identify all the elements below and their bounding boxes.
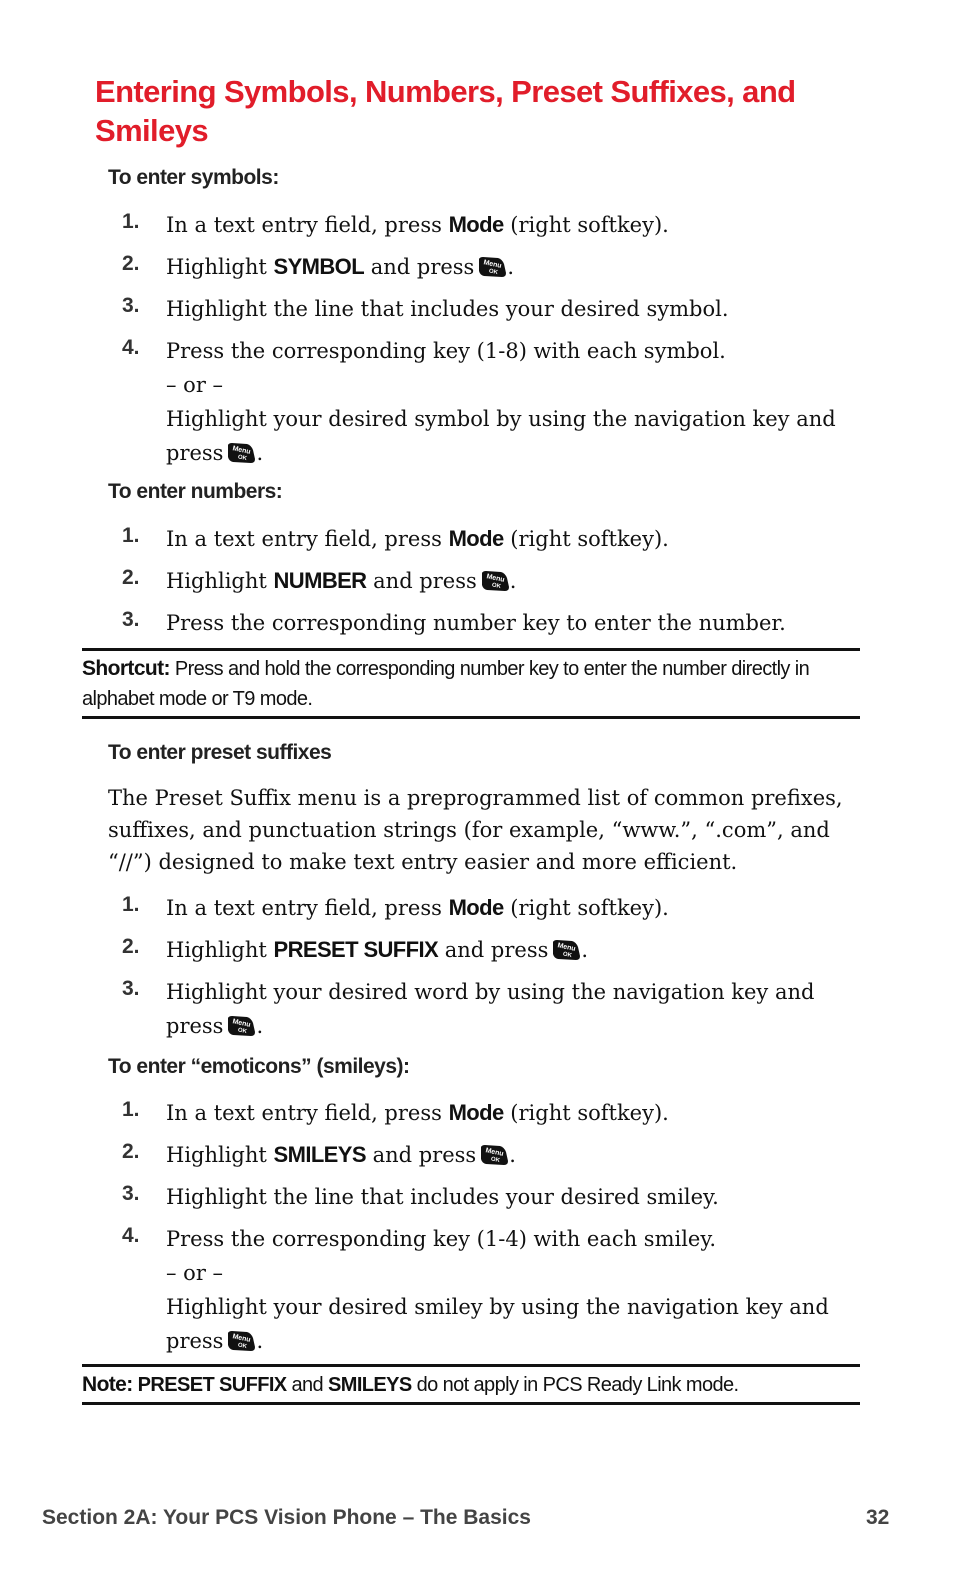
svg-text:Menu: Menu: [232, 1333, 252, 1344]
step-number: 2.: [122, 1140, 140, 1163]
symbols-heading: To enter symbols:: [108, 166, 279, 189]
suffixes-intro: The Preset Suffix menu is a preprogrammed list of common prefixes, suffixes, and punctuation strings (for example, “www.”, “.com”, and “//”) designed to make text entry easier and more efficient.: [108, 786, 843, 874]
divider: [82, 1364, 860, 1367]
divider: [82, 1402, 860, 1405]
svg-text:OK: OK: [237, 1342, 248, 1351]
numbers-heading: To enter numbers:: [108, 480, 283, 503]
divider: [82, 648, 860, 651]
footer-section-title: Section 2A: Your PCS Vision Phone – The Basics: [42, 1506, 531, 1529]
note-label: Note:: [82, 1373, 133, 1396]
menu-ok-key-icon: [226, 1330, 256, 1352]
mode-softkey-label: Mode: [448, 212, 504, 237]
divider: [82, 716, 860, 719]
menu-ok-key-icon: [226, 442, 256, 464]
svg-text:OK: OK: [491, 582, 502, 591]
mode-softkey-label: Mode: [448, 895, 504, 920]
page-title: Entering Symbols, Numbers, Preset Suffixes, and Smileys: [95, 74, 796, 148]
menu-ok-key-icon: [551, 939, 581, 961]
shortcut-note: Shortcut: Press and hold the corresponding number key to enter the number directly in alphabet mode or T9 mode.: [82, 657, 810, 710]
step-number: 1.: [122, 210, 140, 233]
suffixes-heading: To enter preset suffixes: [108, 741, 332, 764]
svg-text:Menu: Menu: [484, 1147, 505, 1158]
ready-link-note: Note: PRESET SUFFIX and SMILEYS do not apply in PCS Ready Link mode.: [82, 1373, 739, 1396]
menu-ok-key-icon: [226, 1015, 256, 1037]
svg-text:Menu: Menu: [485, 573, 505, 584]
page-number: 32: [866, 1506, 890, 1529]
step-number: 2.: [122, 252, 140, 275]
mode-softkey-label: Mode: [448, 526, 504, 551]
preset-suffix-option-label: PRESET SUFFIX: [273, 937, 439, 962]
svg-text:OK: OK: [237, 1027, 248, 1036]
step-number: 1.: [122, 1098, 140, 1121]
svg-text:Menu: Menu: [557, 942, 577, 953]
step-number: 4.: [122, 336, 140, 359]
number-option-label: NUMBER: [273, 568, 367, 593]
step-number: 2.: [122, 935, 140, 958]
svg-text:Menu: Menu: [232, 445, 252, 456]
smileys-heading: To enter “emoticons” (smileys):: [108, 1055, 410, 1078]
step-number: 3.: [122, 294, 140, 317]
svg-text:OK: OK: [490, 1156, 501, 1165]
symbol-option-label: SYMBOL: [273, 254, 365, 279]
step-number: 3.: [122, 608, 140, 631]
menu-ok-key-icon: [480, 570, 510, 592]
step-number: 1.: [122, 524, 140, 547]
mode-softkey-label: Mode: [448, 1100, 504, 1125]
svg-text:Menu: Menu: [483, 259, 503, 270]
svg-text:OK: OK: [562, 951, 573, 960]
step-number: 4.: [122, 1224, 140, 1247]
step-number: 1.: [122, 893, 140, 916]
step-number: 3.: [122, 1182, 140, 1205]
or-separator: – or –: [166, 373, 224, 397]
svg-text:OK: OK: [488, 268, 499, 277]
smileys-option-label: SMILEYS: [273, 1142, 366, 1167]
svg-text:Menu: Menu: [232, 1018, 252, 1029]
svg-text:OK: OK: [237, 454, 248, 463]
menu-ok-key-icon: [479, 1144, 509, 1166]
step-number: 3.: [122, 977, 140, 1000]
or-separator: – or –: [166, 1261, 224, 1285]
step-number: 2.: [122, 566, 140, 589]
menu-ok-key-icon: [477, 256, 507, 278]
shortcut-label: Shortcut:: [82, 657, 170, 680]
